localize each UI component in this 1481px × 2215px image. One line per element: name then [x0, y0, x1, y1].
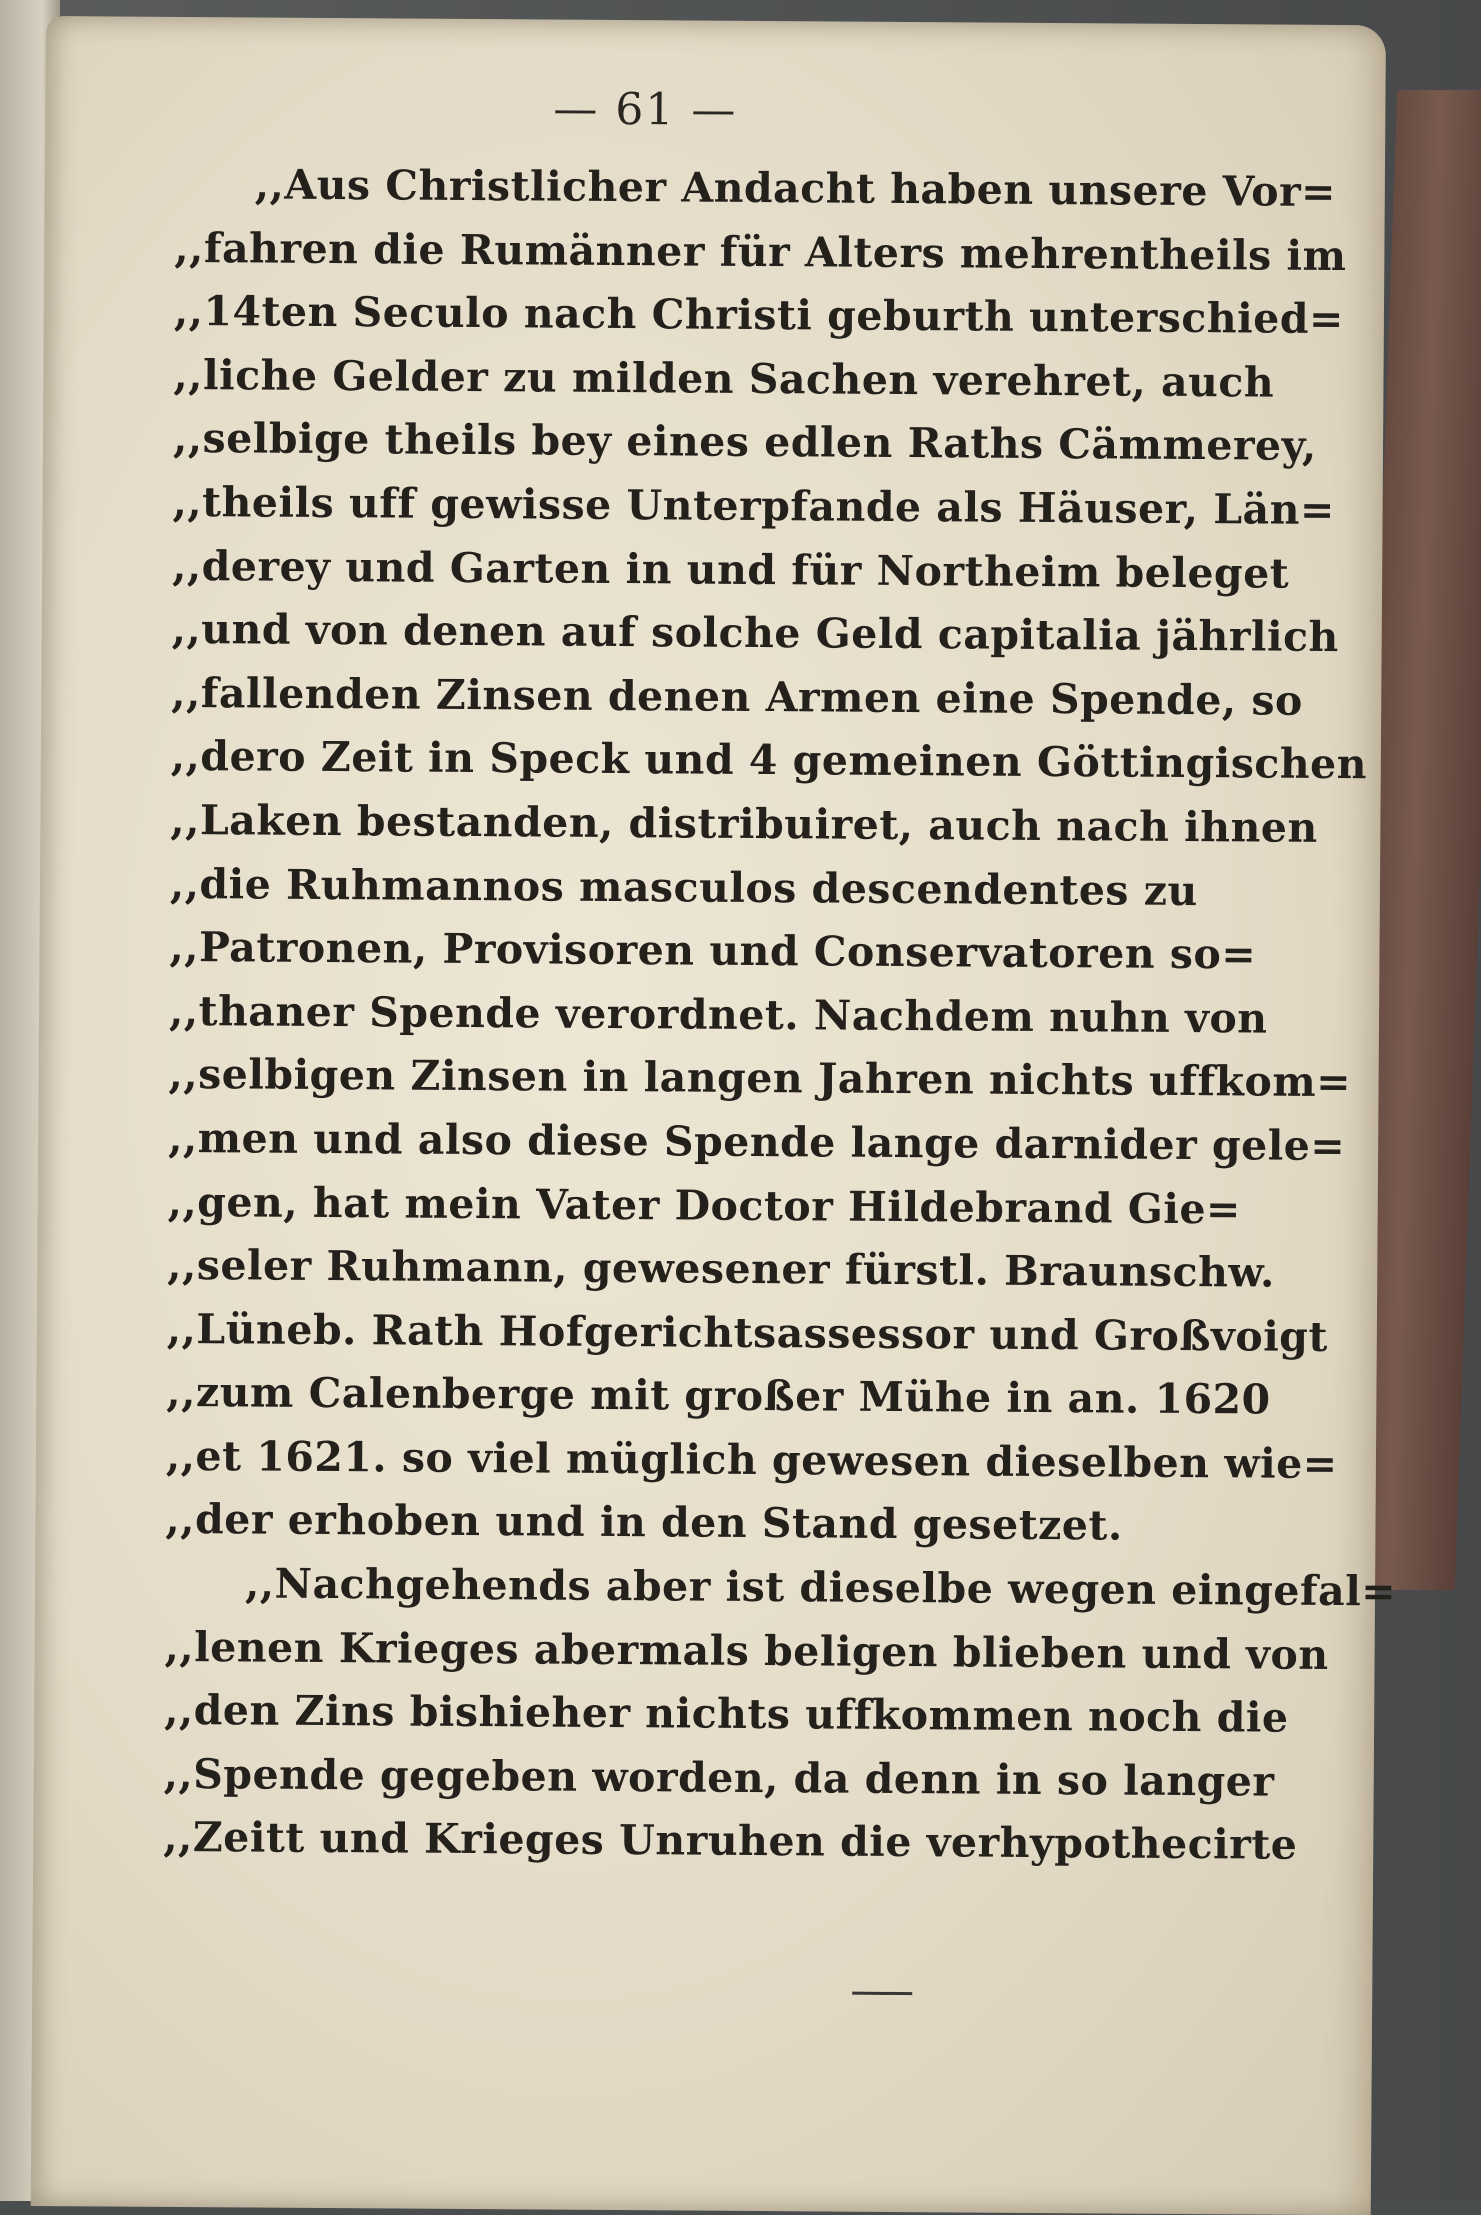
- text-line: ,,gen, hat mein Vater Doctor Hildebrand Gie=: [167, 1177, 1242, 1233]
- text-line: ,,selbige theils bey eines edlen Raths Cämmerey,: [172, 414, 1317, 471]
- text-line: ,,Zeitt und Krieges Unruhen die verhypothecirte: [163, 1813, 1298, 1870]
- text-line: ,,fallenden Zinsen denen Armen eine Spende, so: [171, 668, 1304, 725]
- text-line: ,,liche Gelder zu milden Sachen verehret, auch: [173, 350, 1275, 407]
- text-line: ,,Laken bestanden, distribuiret, auch nach ihnen: [170, 795, 1318, 852]
- page-text: [163, 153, 1397, 1878]
- text-line: ,,fahren die Rumänner für Alters mehrentheils im: [174, 223, 1347, 280]
- text-line: ,,Aus Christlicher Andacht haben unsere Vor=: [254, 160, 1337, 217]
- text-line: ,,dero Zeit in Speck und 4 gemeinen Göttingischen: [170, 732, 1368, 789]
- text-line: ,,selbigen Zinsen in langen Jahren nichts uffkom=: [168, 1050, 1352, 1107]
- text-line: ,,derey und Garten in und für Northeim beleget: [171, 541, 1290, 598]
- text-line: ,,theils uff gewisse Unterpfande als Häuser, Län=: [172, 477, 1336, 534]
- text-line: ,,men und also diese Spende lange darnider gele=: [168, 1113, 1346, 1171]
- text-line: ,,Nachgehends aber ist dieselbe wegen eingefal=: [244, 1559, 1397, 1616]
- text-line: ,,den Zins bishieher nichts uffkommen noch die: [164, 1686, 1289, 1742]
- text-line: ,,der erhoben und in den Stand gesetzet.: [165, 1495, 1123, 1551]
- text-line: ,,thaner Spende verordnet. Nachdem nuhn von: [168, 986, 1268, 1043]
- text-line: ,,et 1621. so viel müglich gewesen dieselben wie=: [165, 1431, 1338, 1488]
- text-line: ,,und von denen auf solche Geld capitalia jährlich: [171, 605, 1340, 662]
- text-line: ,,die Ruhmannos masculos descendentes zu: [169, 859, 1199, 915]
- text-line: ,,14ten Seculo nach Christi geburth unterschied=: [173, 287, 1345, 344]
- text-line: ,,zum Calenberge mit großer Mühe in an. 1620: [166, 1368, 1271, 1424]
- book-page: [31, 16, 1397, 2215]
- text-line: ,,seler Ruhmann, gewesener fürstl. Braunschw.: [167, 1240, 1275, 1297]
- text-line: ,,lenen Krieges abermals beligen blieben und von: [164, 1622, 1329, 1679]
- catchword-dash: [852, 1992, 912, 1995]
- page-number: — 61 —: [553, 83, 738, 136]
- text-line: ,,Spende gegeben worden, da denn in so langer: [163, 1749, 1275, 1806]
- text-line: ,,Lüneb. Rath Hofgerichtsassessor und Großvoigt: [166, 1304, 1329, 1361]
- text-line: ,,Patronen, Provisoren und Conservatoren so=: [169, 923, 1257, 979]
